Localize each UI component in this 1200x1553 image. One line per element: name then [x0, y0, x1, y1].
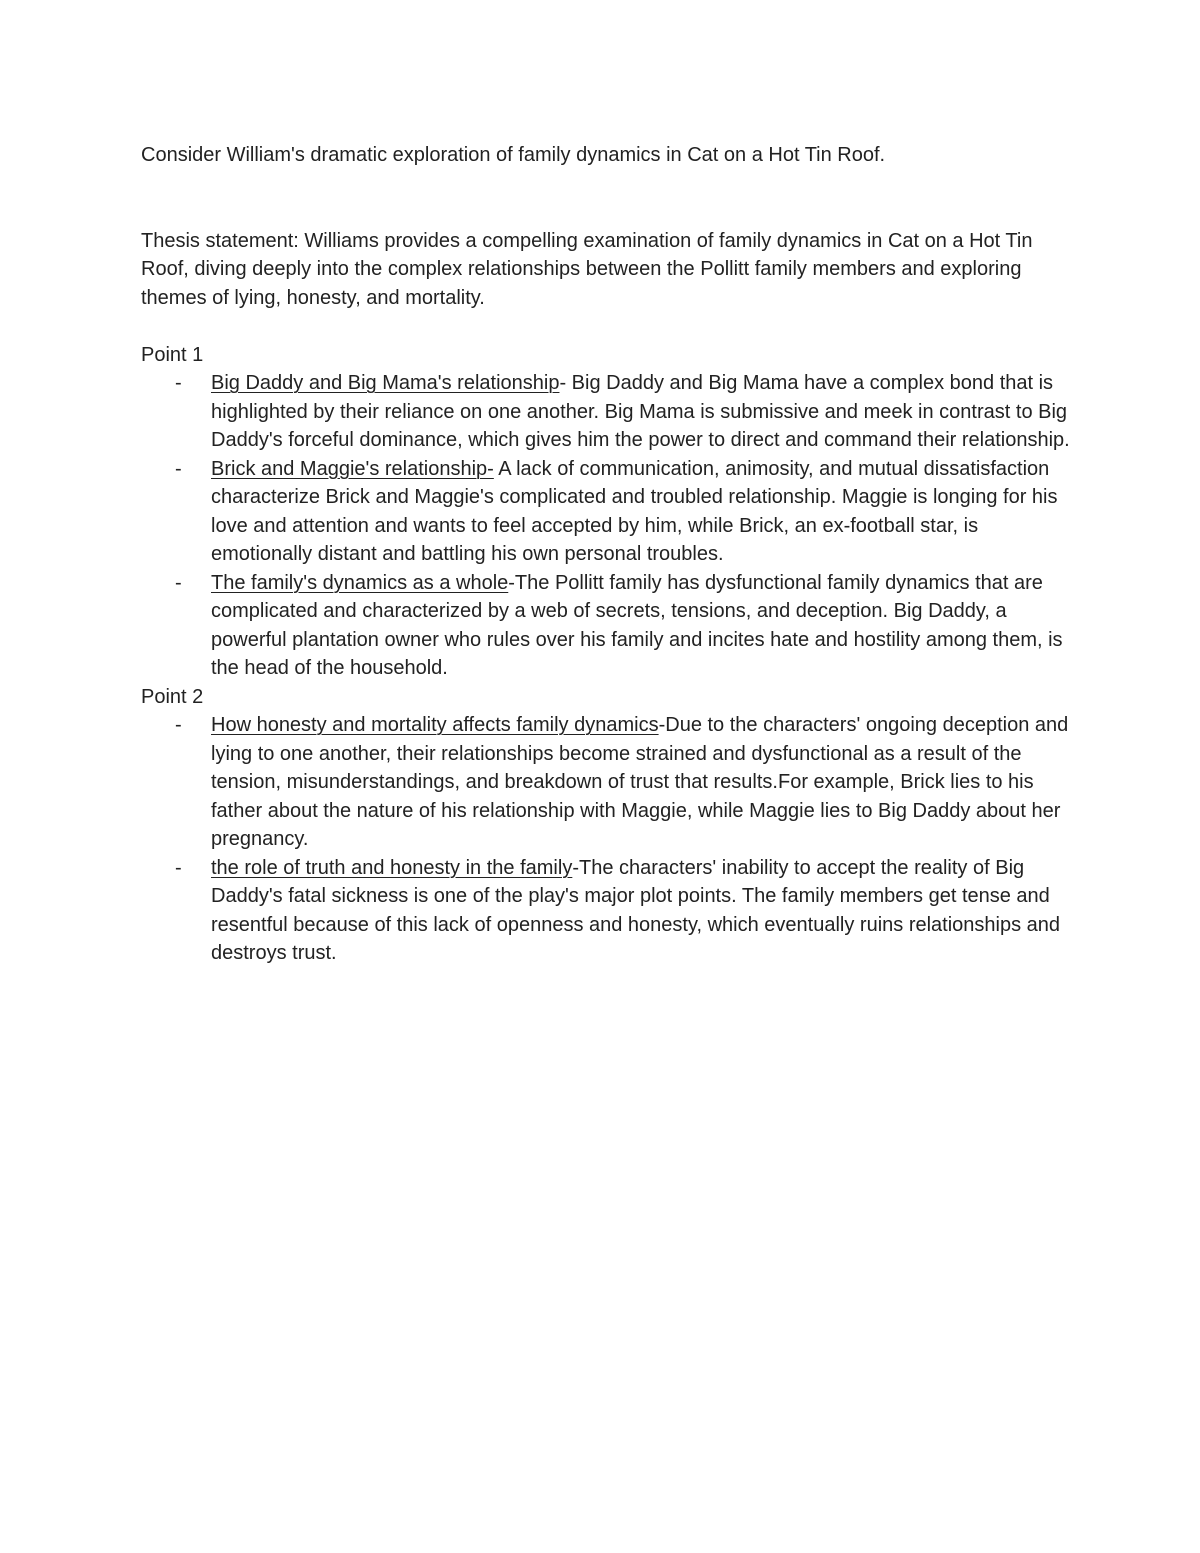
point-2-list — [141, 711, 1071, 968]
list-item — [141, 369, 1071, 455]
bullet-dash: - — [175, 457, 182, 480]
topic-heading: Brick and Maggie's relationship- — [211, 457, 494, 480]
point-1-heading: Point 1 — [141, 343, 204, 366]
topic-body: -Due to the characters' ongoing deception and lying to one another, their relationships become strained and dysfunctional as a result of the tension, misunderstandings, and breakdown of trust that results.For example, Brick lies to his father about the nature of his relationship with Maggie, while Maggie lies to Big Daddy about her pregnancy. — [211, 714, 1069, 850]
list-item — [141, 854, 1071, 968]
topic-heading: the role of truth and honesty in the family — [211, 856, 573, 879]
essay-prompt: Consider William's dramatic exploration of family dynamics in Cat on a Hot Tin Roof. — [141, 144, 886, 166]
point-1-list — [141, 369, 1071, 683]
bullet-dash: - — [175, 372, 182, 394]
bullet-dash: - — [175, 571, 182, 594]
topic-body: - Big Daddy and Big Mama have a complex bond that is highlighted by their reliance on one another. Big Mama is submissive and meek in contrast to Big Daddy's forceful dominance, which gives him the power to direct and command their relationship. — [211, 372, 1070, 451]
topic-heading: How honesty and mortality affects family dynamics — [211, 714, 659, 736]
topic-heading: The family's dynamics as a whole — [211, 571, 509, 594]
bullet-dash: - — [175, 856, 182, 879]
thesis-statement: Thesis statement: Williams provides a compelling examination of family dynamics in Cat on a Hot Tin Roof, diving deeply into the complex relationships between the Pollitt family members and exploring themes of lying, honesty, and mortality. — [141, 229, 1033, 309]
list-item — [141, 711, 1071, 854]
bullet-dash: - — [175, 714, 182, 736]
point-2-heading: Point 2 — [141, 685, 204, 708]
topic-body: A lack of communication, animosity, and mutual dissatisfaction characterize Brick and Maggie's complicated and troubled relationship. Maggie is longing for his love and attention and wants to feel accepted by him, while Brick, an ex-football star, is emotionally distant and battling his own personal troubles. — [211, 457, 1058, 565]
topic-heading: Big Daddy and Big Mama's relationship — [211, 372, 560, 394]
list-item — [141, 455, 1071, 569]
list-item — [141, 569, 1071, 683]
topic-body: -The Pollitt family has dysfunctional family dynamics that are complicated and characterized by a web of secrets, tensions, and deception. Big Daddy, a powerful plantation owner who rules over his family and incites hate and hostility among them, is the head of the household. — [211, 571, 1063, 679]
document-body — [141, 141, 1071, 968]
topic-body: -The characters' inability to accept the reality of Big Daddy's fatal sickness is one of the play's major plot points. The family members get tense and resentful because of this lack of openness and honesty, which eventually ruins relationships and destroys trust. — [211, 856, 1061, 964]
